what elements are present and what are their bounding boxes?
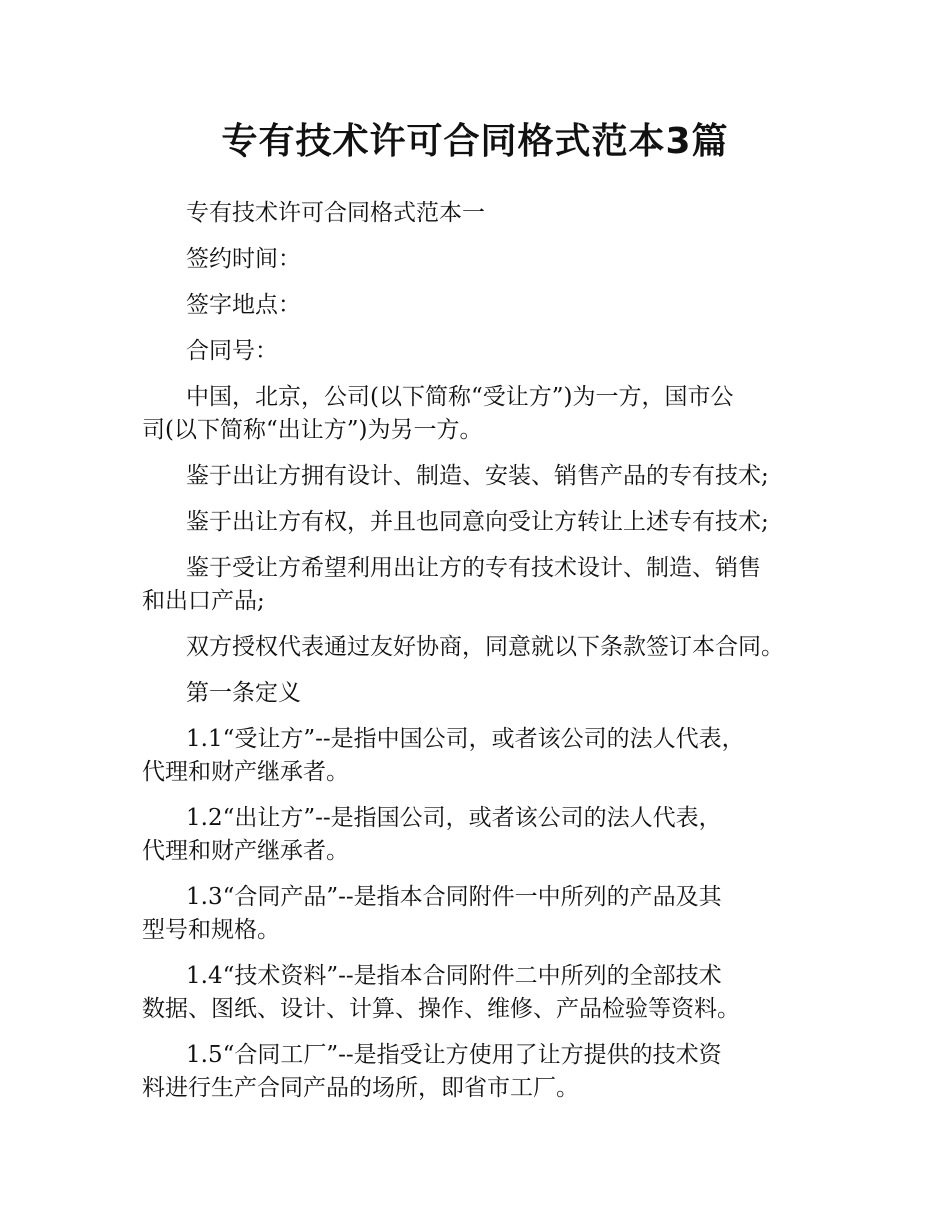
paragraph-subtitle [142,197,822,230]
paragraph-clause-1-1 [142,723,822,789]
paragraph-sign-place [142,289,822,322]
paragraph-line: 代理和财产继承者。 [142,838,349,864]
paragraph-clause-1-3 [142,881,822,947]
paragraph-line: 1.2“出让方”--是指国公司，或者该公司的法人代表， [186,805,722,831]
paragraph-clause-1-4 [142,960,822,1026]
paragraph-line: 签字地点： [186,292,301,318]
paragraph-line: 料进行生产合同产品的场所，即省市工厂。 [142,1075,579,1101]
document-title: 专有技术许可合同格式范本3篇 [221,121,729,162]
paragraph-line: 中国，北京，公司(以下简称“受让方”)为一方，国市公 [186,384,734,410]
paragraph-agreement [142,631,822,664]
paragraph-line: 司(以下简称“出让方”)为另一方。 [142,417,483,443]
paragraph-line: 1.1“受让方”--是指中国公司，或者该公司的法人代表， [186,726,745,752]
paragraph-line: 代理和财产继承者。 [142,759,349,785]
paragraph-line: 签约时间： [186,246,301,272]
paragraph-clause-1-2 [142,802,822,868]
paragraph-line: 鉴于出让方有权，并且也同意向受让方转让上述专有技术; [186,509,769,535]
paragraph-line: 鉴于受让方希望利用出让方的专有技术设计、制造、销售 [186,555,761,581]
paragraph-whereas-1 [142,460,822,493]
paragraph-whereas-3 [142,552,822,618]
paragraph-article-1-heading [142,677,822,710]
paragraph-whereas-2 [142,506,822,539]
paragraph-line: 双方授权代表通过友好协商，同意就以下条款签订本合同。 [186,634,784,660]
paragraph-line: 第一条定义 [186,680,301,706]
paragraph-line: 1.5“合同工厂”--是指受让方使用了让方提供的技术资 [186,1042,722,1068]
paragraph-line: 型号和规格。 [142,917,280,943]
paragraph-clause-1-5 [142,1039,822,1105]
paragraph-sign-time [142,243,822,276]
paragraph-line: 1.4“技术资料”--是指本合同附件二中所列的全部技术 [186,963,722,989]
paragraph-parties [142,381,822,447]
paragraph-line: 鉴于出让方拥有设计、制造、安装、销售产品的专有技术; [186,463,769,489]
paragraph-line: 合同号： [186,338,278,364]
paragraph-line: 专有技术许可合同格式范本一 [186,200,485,226]
paragraph-line: 数据、图纸、设计、计算、操作、维修、产品检验等资料。 [142,996,740,1022]
paragraph-line: 1.3“合同产品”--是指本合同附件一中所列的产品及其 [186,884,722,910]
document-body [142,197,822,1118]
paragraph-line: 和出口产品; [142,588,265,614]
paragraph-contract-no [142,335,822,368]
